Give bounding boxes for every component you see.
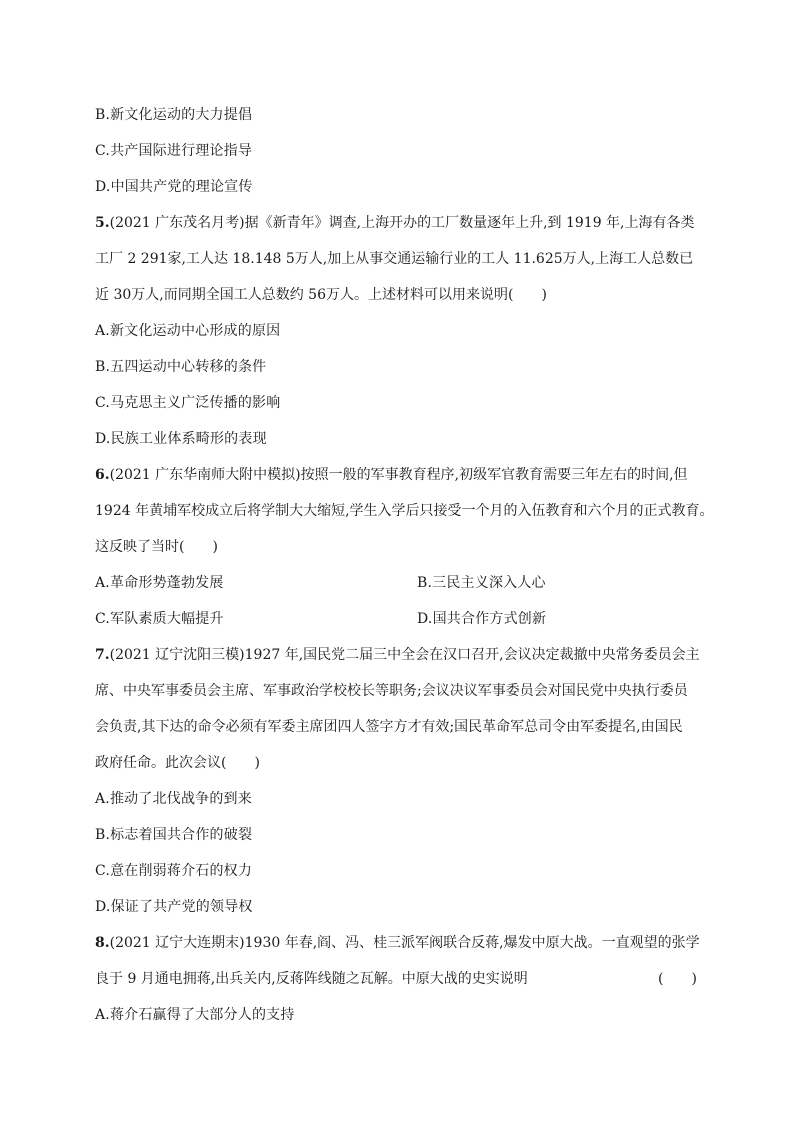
q4-option-c: C.共产国际进行理论指导 bbox=[95, 143, 253, 159]
q5-stem-line-2: 工厂 2 291家,工人达 18.148 5万人,加上从事交通运输行业的工人 11.625万人,上海工人总数已 bbox=[95, 251, 694, 267]
q5-number: 5. bbox=[95, 215, 110, 231]
q6-option-c: C.军队素质大幅提升 bbox=[95, 611, 224, 627]
q6-option-d: D.国共合作方式创新 bbox=[417, 611, 547, 627]
q8-option-a: A.蒋介石赢得了大部分人的支持 bbox=[95, 1007, 295, 1023]
q6-stem-line-3: 这反映了当时( ) bbox=[95, 539, 218, 555]
q7-stem-line-1 bbox=[95, 646, 700, 664]
q7-number: 7. bbox=[95, 647, 110, 663]
q7-option-a: A.推动了北伐战争的到来 bbox=[95, 791, 252, 807]
q8-text-2: 良于 9 月通电拥蒋,出兵关内,反蒋阵线随之瓦解。中原大战的史实说明 bbox=[95, 971, 528, 987]
q5-option-a: A.新文化运动中心形成的原因 bbox=[95, 323, 281, 339]
q6-stem-line-2: 1924 年黄埔军校成立后将学制大大缩短,学生入学后只接受一个月的入伍教育和六个月的正式教育。 bbox=[95, 503, 714, 519]
q5-option-d: D.民族工业体系畸形的表现 bbox=[95, 431, 267, 447]
q6-option-b: B.三民主义深入人心 bbox=[417, 575, 546, 591]
q5-stem-line-1 bbox=[95, 214, 695, 232]
q6-number: 6. bbox=[95, 467, 110, 483]
q8-text-1: (2021 辽宁大连期末)1930 年春,阎、冯、桂三派军阀联合反蒋,爆发中原大战。一直观望的张学 bbox=[109, 935, 700, 951]
q8-number: 8. bbox=[95, 935, 110, 951]
q7-option-b: B.标志着国共合作的破裂 bbox=[95, 827, 253, 843]
q7-option-d: D.保证了共产党的领导权 bbox=[95, 899, 253, 915]
q7-option-c: C.意在削弱蒋介石的权力 bbox=[95, 863, 253, 879]
q6-text-1: (2021 广东华南师大附中模拟)按照一般的军事教育程序,初级军官教育需要三年左右的时间,但 bbox=[109, 467, 688, 483]
q8-stem-line-2 bbox=[95, 970, 700, 988]
q7-stem-line-4: 政府任命。此次会议( ) bbox=[95, 755, 260, 771]
q6-stem-line-1 bbox=[95, 466, 688, 484]
q7-text-1: (2021 辽宁沈阳三模)1927 年,国民党二届三中全会在汉口召开,会议决定裁撤中央常务委员会主 bbox=[109, 647, 700, 663]
q5-text-1: (2021 广东茂名月考)据《新青年》调查,上海开办的工厂数量逐年上升,到 1919 年,上海有各类 bbox=[109, 215, 695, 231]
q6-option-a: A.革命形势蓬勃发展 bbox=[95, 575, 224, 591]
q4-option-d: D.中国共产党的理论宣传 bbox=[95, 179, 253, 195]
q8-stem-line-1 bbox=[95, 934, 700, 952]
q6-options-row-2 bbox=[95, 610, 547, 628]
q4-option-b: B.新文化运动的大力提倡 bbox=[95, 107, 253, 123]
q5-option-c: C.马克思主义广泛传播的影响 bbox=[95, 395, 281, 411]
q8-answer-paren: ( ) bbox=[658, 971, 697, 987]
q5-stem-line-3: 近 30万人,而同期全国工人总数约 56万人。上述材料可以用来说明( ) bbox=[95, 287, 547, 303]
q5-option-b: B.五四运动中心转移的条件 bbox=[95, 359, 267, 375]
q7-stem-line-3: 会负责,其下达的命令必须有军委主席团四人签字方才有效;国民革命军总司令由军委提名,由国民 bbox=[95, 719, 683, 735]
q7-stem-line-2: 席、中央军事委员会主席、军事政治学校校长等职务;会议决议军事委员会对国民党中央执行委员 bbox=[95, 683, 688, 699]
q6-options-row-1 bbox=[95, 574, 546, 592]
